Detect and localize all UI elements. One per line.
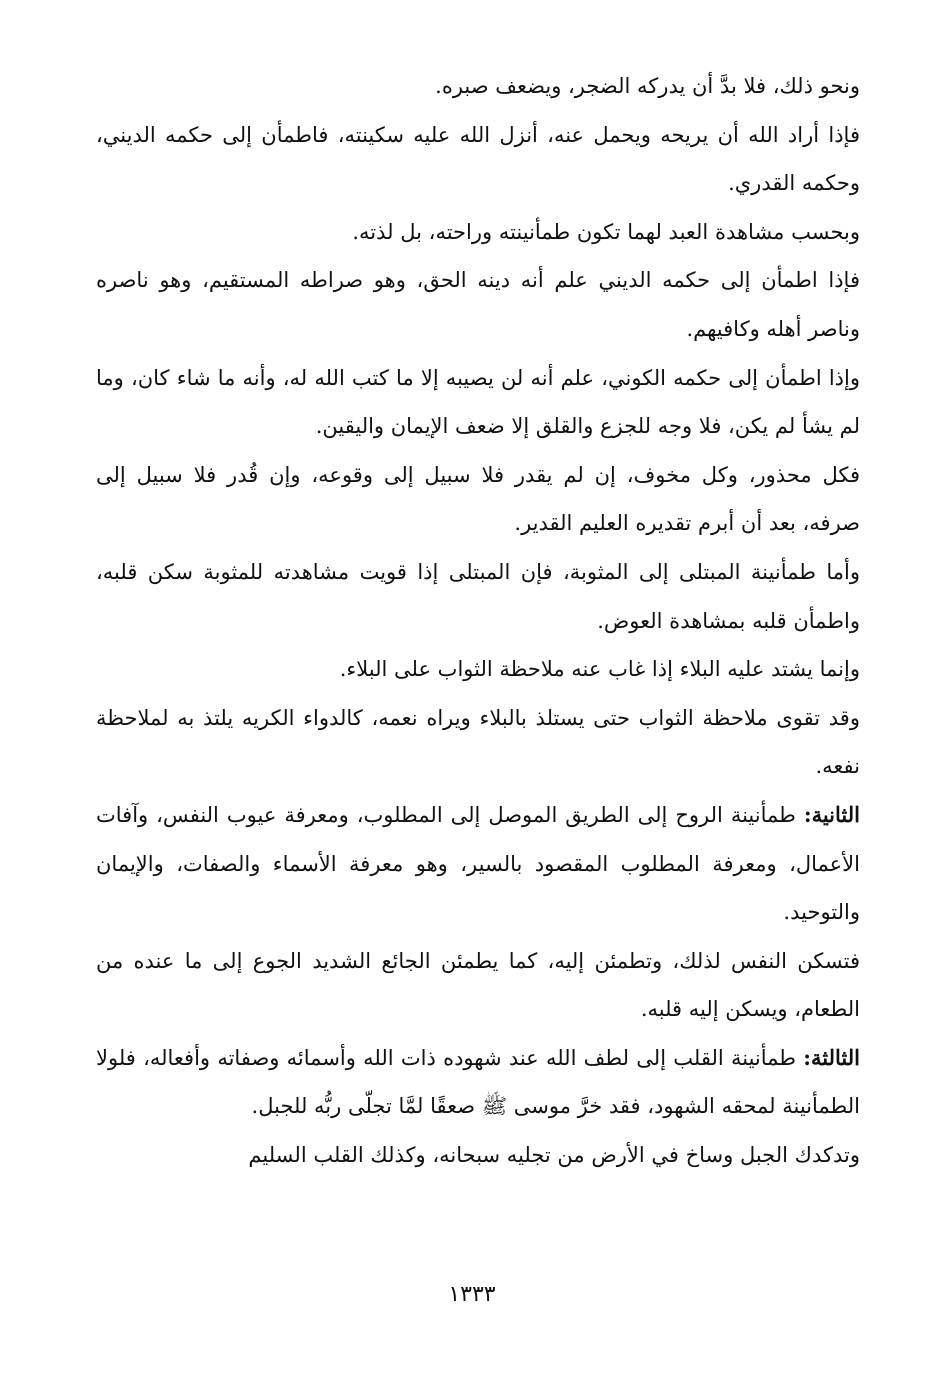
paragraph-1-text: ونحو ذلك، فلا بدَّ أن يدركه الضجر، ويضعف صبره. xyxy=(435,74,860,98)
paragraph-11 xyxy=(96,937,860,1034)
paragraph-9-text: وقد تقوى ملاحظة الثواب حتى يستلذ بالبلاء ويراه نعمه، كالدواء الكريه يلتذ به لملاحظة نفعه. xyxy=(96,705,860,779)
paragraph-12-text: طمأنينة القلب إلى لطف الله عند شهوده ذات الله وأسمائه وصفاته وأفعاله، فلولا الطمأنينة لمحقه الشهود، فقد خرَّ موسى ﷺ صعقًا لمَّا تجلّى ربُّه للجبل. xyxy=(96,1045,860,1119)
paragraph-8 xyxy=(96,645,860,694)
paragraph-1 xyxy=(96,62,860,111)
paragraph-4-text: فإذا اطمأن إلى حكمه الديني علم أنه دينه الحق، وهو صراطه المستقيم، وهو ناصره وناصر أهله وكافيهم. xyxy=(96,268,860,341)
paragraph-2-text: فإذا أراد الله أن يريحه ويحمل عنه، أنزل الله عليه سكينته، فاطمأن إلى حكمه الديني، وحكمه القدري. xyxy=(96,122,860,196)
paragraph-10 xyxy=(96,791,860,937)
paragraph-12-lead: الثالثة: xyxy=(803,1044,860,1070)
paragraph-7-text: وأما طمأنينة المبتلى إلى المثوبة، فإن المبتلى إذا قويت مشاهدته للمثوبة سكن قلبه، واطمأن قلبه بمشاهدة العوض. xyxy=(96,559,860,633)
page-body-text xyxy=(96,62,860,1180)
paragraph-13-text: وتدكدك الجبل وساخ في الأرض من تجليه سبحانه، وكذلك القلب السليم xyxy=(248,1143,860,1168)
paragraph-13 xyxy=(96,1131,860,1180)
paragraph-10-lead: الثانية: xyxy=(803,801,860,827)
paragraph-3-text: وبحسب مشاهدة العبد لهما تكون طمأنينته وراحته، بل لذته. xyxy=(352,219,860,244)
paragraph-2 xyxy=(96,111,860,208)
paragraph-5 xyxy=(96,354,860,451)
paragraph-12 xyxy=(96,1034,860,1131)
paragraph-10-text: طمأنينة الروح إلى الطريق الموصل إلى المطلوب، ومعرفة عيوب النفس، وآفات الأعمال، ومعرفة المطلوب المقصود بالسير، وهو معرفة الأسماء والصفات، والإيمان والتوحيد. xyxy=(96,802,860,925)
paragraph-8-text: وإنما يشتد عليه البلاء إذا غاب عنه ملاحظة الثواب على البلاء. xyxy=(339,657,860,682)
page-number: ١٣٣٣ xyxy=(448,1282,496,1307)
paragraph-5-text: وإذا اطمأن إلى حكمه الكوني، علم أنه لن يصيبه إلا ما كتب الله له، وأنه ما شاء كان، وما لم يشأ لم يكن، فلا وجه للجزع والقلق إلا ضعف الإيمان واليقين. xyxy=(96,365,860,439)
paragraph-3 xyxy=(96,208,860,257)
paragraph-7 xyxy=(96,548,860,645)
paragraph-6 xyxy=(96,451,860,548)
paragraph-11-text: فتسكن النفس لذلك، وتطمئن إليه، كما يطمئن الجائع الشديد الجوع إلى ما عنده من الطعام، ويسكن إليه قلبه. xyxy=(96,948,860,1022)
paragraph-6-text: فكل محذور، وكل مخوف، إن لم يقدر فلا سبيل إلى وقوعه، وإن قُدر فلا سبيل إلى صرفه، بعد أن أبرم تقديره العليم القدير. xyxy=(96,462,860,536)
paragraph-9 xyxy=(96,694,860,791)
paragraph-4 xyxy=(96,256,860,353)
